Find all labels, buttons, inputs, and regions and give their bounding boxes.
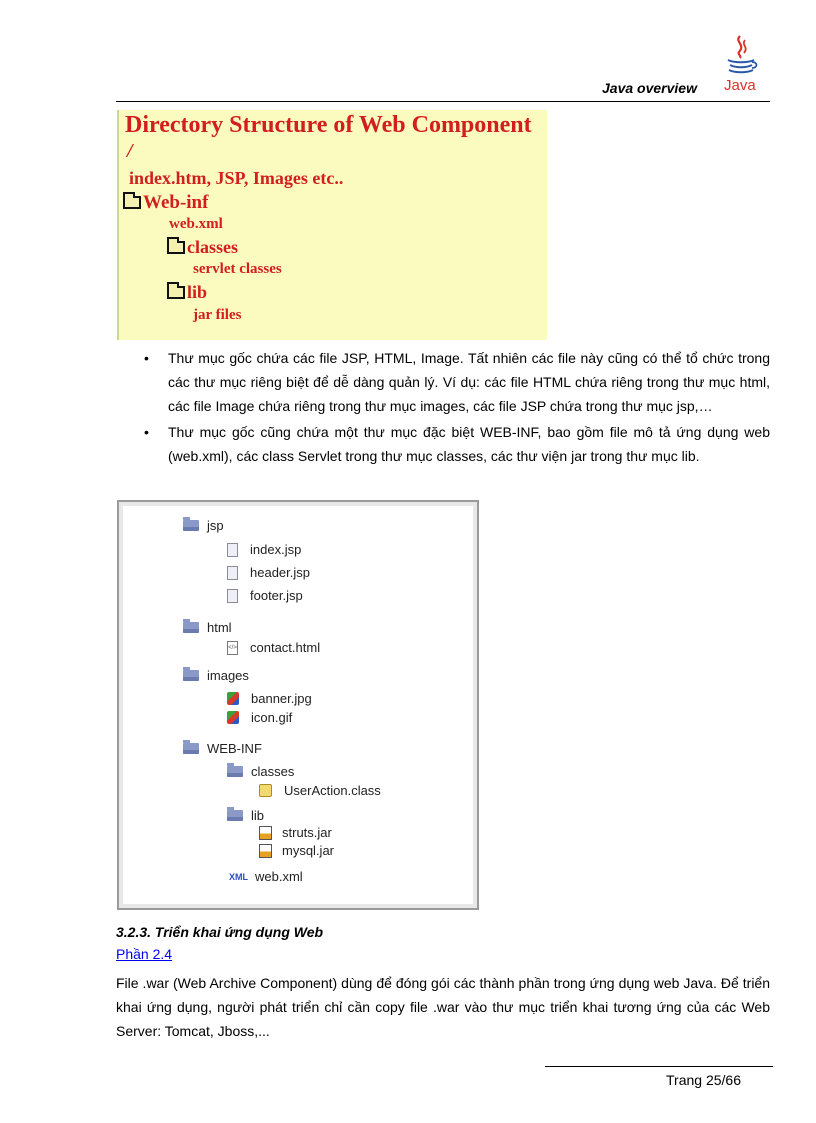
tree-label: lib — [251, 808, 265, 823]
jar-file-icon — [259, 826, 272, 840]
webxml-label: web.xml — [169, 216, 223, 232]
section-reference-link[interactable]: Phần 2.4 — [116, 946, 173, 962]
tree-label: struts.jar — [282, 825, 332, 840]
tree-folder-webinf — [183, 741, 262, 756]
root-slash: / — [127, 140, 133, 162]
lib-row — [167, 282, 207, 303]
classes-row — [167, 237, 238, 258]
lib-label: lib — [187, 282, 208, 302]
image-file-icon — [227, 711, 239, 724]
folder-open-icon — [183, 743, 199, 754]
tree-file-mysql — [259, 843, 334, 858]
folder-icon — [167, 241, 185, 254]
bullet-dot: • — [144, 350, 149, 366]
tree-label: web.xml — [255, 869, 303, 884]
webinf-row — [123, 192, 208, 214]
figure-title: Directory Structure of Web Component — [125, 112, 532, 138]
folder-open-icon — [183, 622, 199, 633]
tree-folder-html — [183, 620, 232, 635]
jsp-file-icon — [227, 543, 238, 557]
bullet-list — [116, 346, 770, 470]
image-file-icon — [227, 692, 239, 705]
class-file-icon — [259, 784, 272, 797]
header-rule — [116, 101, 770, 102]
webinf-label: Web-inf — [143, 192, 209, 213]
folder-open-icon — [227, 766, 243, 777]
header-title: Java overview — [602, 80, 697, 96]
bullet-item — [116, 346, 770, 418]
jsp-file-icon — [227, 589, 238, 603]
bullet-dot: • — [144, 424, 149, 440]
tree-label: mysql.jar — [282, 843, 335, 858]
jsp-file-icon — [227, 566, 238, 580]
bullet-text: Thư mục gốc chứa các file JSP, HTML, Image. Tất nhiên các file này cũng có thể tổ chức trong các thư mục riêng biệt để dễ dàng quản lý. Ví dụ: các file HTML chứa riêng trong thư mục html, các file Image chứa riêng trong thư mục images, các file JSP chứa trong thư mục jsp,… — [168, 350, 770, 414]
page-number: Trang 25/66 — [666, 1072, 741, 1088]
java-logo — [720, 32, 762, 96]
tree-label: header.jsp — [250, 565, 310, 580]
tree-label: icon.gif — [251, 710, 293, 725]
tree-folder-lib — [227, 808, 264, 823]
java-logo-text: Java — [724, 77, 756, 94]
tree-label: banner.jpg — [251, 691, 312, 706]
footer-rule — [545, 1066, 773, 1067]
tree-file-banner — [227, 691, 312, 706]
jar-file-icon — [259, 844, 272, 858]
tree-file-icon — [227, 710, 292, 725]
tree-file-header — [227, 565, 310, 580]
tree-folder-images — [183, 668, 249, 683]
section-paragraph: File .war (Web Archive Component) dùng để đóng gói các thành phần trong ứng dụng web Java. Để triển khai ứng dụng, người phát triển chỉ cần copy file .war vào thư mục triển khai tương ứng của các Web Server: Tomcat, Jboss,... — [116, 975, 770, 1039]
file-tree-figure — [117, 500, 479, 910]
classes-label: classes — [187, 237, 238, 257]
root-files: index.htm, JSP, Images etc.. — [129, 168, 344, 188]
tree-folder-classes — [227, 764, 294, 779]
tree-label: WEB-INF — [207, 741, 262, 756]
tree-label: jsp — [207, 518, 224, 533]
tree-label: html — [207, 620, 232, 635]
classes-desc: servlet classes — [193, 261, 282, 277]
folder-open-icon — [183, 520, 199, 531]
tree-file-struts — [259, 825, 332, 840]
tree-file-index — [227, 542, 301, 557]
tree-label: UserAction.class — [284, 783, 381, 798]
html-file-icon: </> — [227, 641, 238, 655]
tree-file-footer — [227, 588, 303, 603]
tree-label: classes — [251, 764, 295, 779]
tree-label: contact.html — [250, 640, 321, 655]
tree-file-useraction — [259, 783, 381, 798]
tree-file-webxml — [229, 869, 303, 884]
xml-file-icon: XML — [229, 871, 248, 882]
folder-icon — [123, 196, 141, 209]
folder-open-icon — [227, 810, 243, 821]
bullet-item — [116, 420, 770, 468]
folder-open-icon — [183, 670, 199, 681]
tree-label: images — [207, 668, 249, 683]
tree-folder-jsp — [183, 518, 224, 533]
lib-desc: jar files — [193, 307, 242, 323]
folder-icon — [167, 286, 185, 299]
directory-structure-figure — [117, 110, 547, 340]
tree-label: footer.jsp — [250, 588, 303, 603]
tree-file-contact — [227, 640, 320, 655]
section-heading: 3.2.3. Triển khai ứng dụng Web — [116, 924, 324, 940]
tree-label: index.jsp — [250, 542, 302, 557]
bullet-text: Thư mục gốc cũng chứa một thư mục đặc biệt WEB-INF, bao gồm file mô tả ứng dụng web (web.xml), các class Servlet trong thư mục classes, các thư viện jar trong thư mục lib. — [168, 424, 770, 464]
